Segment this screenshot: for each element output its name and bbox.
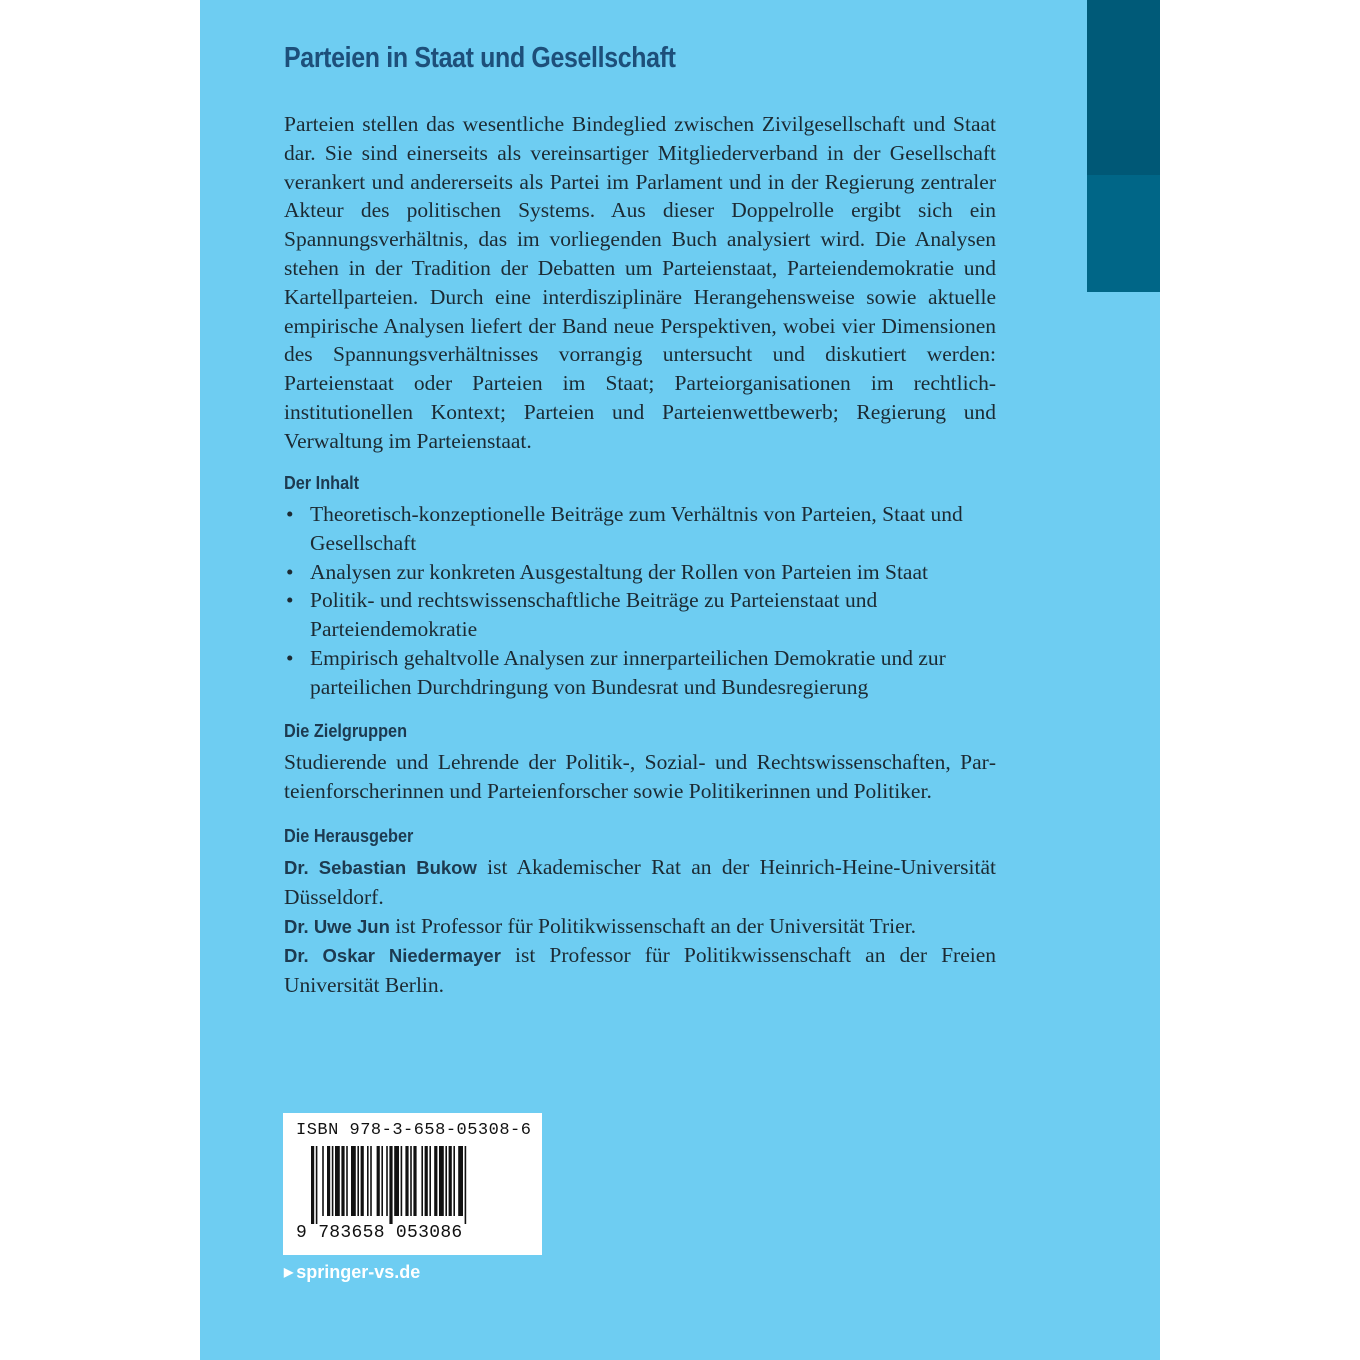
herausgeber-list bbox=[284, 853, 996, 1000]
isbn-label: ISBN 978-3-658-05308-6 bbox=[296, 1121, 532, 1140]
barcode-bar bbox=[410, 1146, 412, 1216]
intro-paragraph: Parteien stellen das wesentliche Bindeglied zwischen Zivilgesellschaft und Staat dar. Sie sind einerseits als vereinsartiger Mitgliederverband in der Gesellschaft verankert und andererseits als Partei im Parlament und in der Regierung zentraler Akteur des politischen Systems. Aus dieser Doppelrolle ergibt sich ein Spannungsverhältnis, das im vorliegenden Buch analysiert wird. Die Analysen stehen in der Tradition der Debatten um Parteienstaat, Parteiendemokratie und Kartellparteien. Durch eine interdisziplinäre Herangehensweise sowie aktuelle empirische Analysen liefert der Band neue Perspektiven, wobei vier Dimensionen des Spannungsverhältnisses vorrangig untersucht und diskutiert werden: Parteienstaat oder Parteien im Staat; Parteiorganisationen im rechtlich-institutionellen Kontext; Parteien und Parteienwettbewerb; Regierung und Verwaltung im Parteienstaat. bbox=[284, 112, 996, 453]
barcode-bar bbox=[327, 1146, 330, 1216]
list-item: • Theoretisch-konzeptionelle Beiträge zum Verhältnis von Parteien, Staat und Gesellschaft bbox=[286, 502, 963, 555]
barcode-bar bbox=[381, 1146, 383, 1216]
barcode-bars bbox=[311, 1146, 521, 1224]
book-title: Parteien in Staat und Gesellschaft bbox=[284, 42, 676, 74]
isbn-barcode bbox=[283, 1113, 542, 1255]
inhalt-list bbox=[284, 500, 996, 702]
barcode-bar bbox=[394, 1146, 399, 1216]
barcode-bar bbox=[389, 1146, 392, 1224]
editor-entry: Dr. Uwe Jun ist Professor für Politikwissenschaft an der Universität Trier. bbox=[284, 913, 916, 938]
inhalt-heading: Der Inhalt bbox=[284, 472, 360, 493]
website-link[interactable]: ▶ springer-vs.de bbox=[284, 1262, 421, 1282]
herausgeber-heading: Die Herausgeber bbox=[284, 825, 414, 846]
barcode-bar bbox=[322, 1146, 324, 1216]
barcode-bar bbox=[386, 1146, 388, 1216]
barcode-bar bbox=[434, 1146, 437, 1216]
barcode-bar bbox=[405, 1146, 408, 1216]
list-item: • Politik- und rechtswissenschaftliche Beiträge zu Parteienstaat und Parteiendemokratie bbox=[286, 588, 878, 642]
barcode-bar bbox=[377, 1146, 380, 1216]
editor-name: Dr. Sebastian Bukow bbox=[284, 857, 477, 878]
barcode-bar bbox=[316, 1146, 318, 1224]
barcode-digits: 9 783658 053086 bbox=[296, 1223, 463, 1243]
barcode-bar bbox=[332, 1146, 334, 1216]
barcode-bar bbox=[311, 1146, 314, 1224]
barcode-bar bbox=[367, 1146, 369, 1216]
zielgruppen-heading: Die Zielgruppen bbox=[284, 720, 408, 741]
barcode-bar bbox=[413, 1146, 416, 1216]
barcode-bar bbox=[421, 1146, 423, 1216]
barcode-bar bbox=[453, 1146, 455, 1216]
bullet-icon: • bbox=[286, 559, 294, 584]
list-item: • Analysen zur konkreten Ausgestaltung der Rollen von Parteien im Staat bbox=[284, 558, 996, 587]
bullet-icon: • bbox=[286, 502, 294, 526]
barcode-bar bbox=[357, 1146, 359, 1216]
list-item: • Empirisch gehaltvolle Analysen zur innerparteilichen Demokratie und zur parteilichen Durchdringung von Bundesrat und Bundesregierung bbox=[286, 645, 946, 699]
barcode-bar bbox=[449, 1146, 452, 1216]
barcode-bar bbox=[465, 1146, 467, 1224]
editor-entry: Dr. Oskar Niedermayer ist Professor für Politikwissenschaft an der Freien Universität Berlin. bbox=[284, 943, 997, 998]
barcode-bar bbox=[341, 1146, 344, 1216]
barcode-bar bbox=[335, 1146, 340, 1216]
barcode-bar bbox=[458, 1146, 463, 1216]
barcode-bar bbox=[425, 1146, 428, 1216]
editor-name: Dr. Uwe Jun bbox=[284, 915, 390, 937]
barcode-bar bbox=[351, 1146, 356, 1216]
bullet-icon: • bbox=[286, 588, 294, 613]
decorative-stripe bbox=[1087, 0, 1160, 292]
barcode-bar bbox=[401, 1146, 403, 1216]
zielgruppen-text: Studierende und Lehrende der Politik-, Sozial- und Rechtswissenschaften, Parteienforscherinnen und Parteienforscher sowie Politikerinnen und Politiker. bbox=[284, 750, 996, 803]
editor-name: Dr. Oskar Niedermayer bbox=[284, 945, 501, 967]
arrow-icon: ▶ bbox=[284, 1265, 294, 1279]
editor-entry: Dr. Sebastian Bukow ist Akademischer Rat an der Heinrich-Heine-Universität Düsseldorf. bbox=[284, 855, 996, 909]
barcode-bar bbox=[439, 1146, 444, 1216]
back-cover bbox=[200, 0, 1160, 1360]
barcode-bar bbox=[370, 1146, 372, 1216]
barcode-bar bbox=[429, 1146, 431, 1216]
barcode-bar bbox=[445, 1146, 447, 1216]
bullet-icon: • bbox=[286, 645, 294, 670]
barcode-bar bbox=[346, 1146, 348, 1216]
barcode-bar bbox=[361, 1146, 364, 1216]
